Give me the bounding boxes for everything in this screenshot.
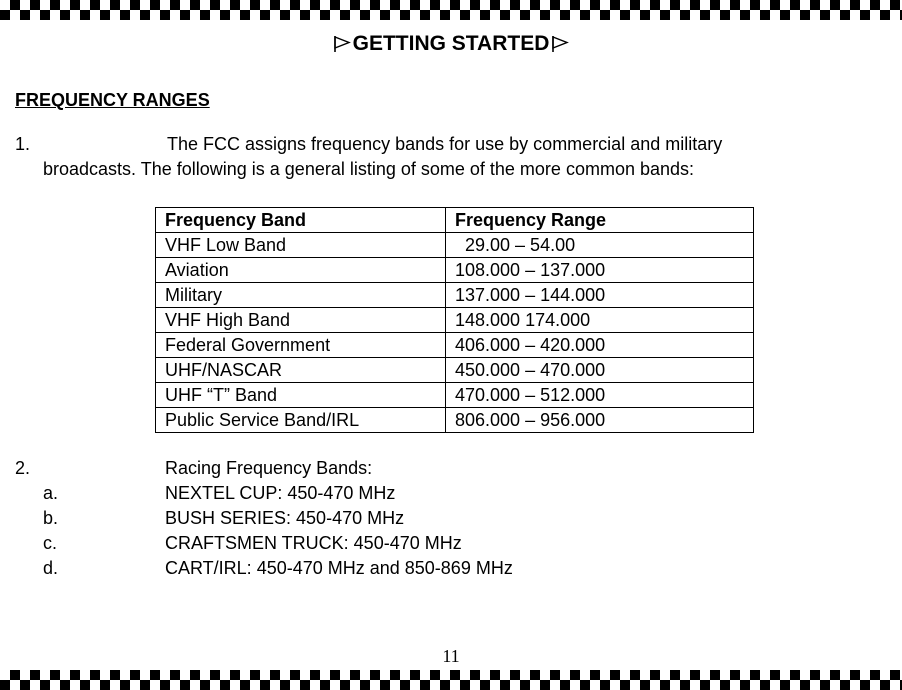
- list-item-text: NEXTEL CUP: 450-470 MHz: [165, 483, 396, 503]
- frequency-bands-table: [155, 207, 754, 433]
- list-item-text: CART/IRL: 450-470 MHz and 850-869 MHz: [165, 558, 513, 578]
- band-range-cell: 450.000 – 470.000: [446, 358, 754, 383]
- list-item-label: b.: [43, 508, 59, 528]
- list-item-label: a.: [43, 483, 59, 503]
- item-1-text-line-1: The FCC assigns frequency bands for use by commercial and military: [167, 134, 723, 154]
- checkered-border-bottom: [0, 670, 902, 690]
- table-row: [156, 233, 754, 258]
- table-row: [156, 258, 754, 283]
- list-item-text: CRAFTSMEN TRUCK: 450-470 MHz: [165, 533, 462, 553]
- list-item-label: d.: [43, 558, 59, 578]
- table-row: [156, 308, 754, 333]
- band-range-cell: 137.000 – 144.000: [446, 283, 754, 308]
- list-item-text: BUSH SERIES: 450-470 MHz: [165, 508, 405, 528]
- band-name-cell: Military: [156, 283, 446, 308]
- table-row: [156, 358, 754, 383]
- flag-icon-right: [551, 35, 569, 53]
- band-range-cell: 806.000 – 956.000: [446, 408, 754, 433]
- band-range-cell: 406.000 – 420.000: [446, 333, 754, 358]
- band-name-cell: Public Service Band/IRL: [156, 408, 446, 433]
- band-range-cell: 470.000 – 512.000: [446, 383, 754, 408]
- band-range-cell: 108.000 – 137.000: [446, 258, 754, 283]
- flag-icon-left: [333, 35, 351, 53]
- list-item-label: c.: [43, 533, 58, 553]
- table-row: [156, 408, 754, 433]
- table-header-row: [156, 208, 754, 233]
- section-heading: FREQUENCY RANGES: [15, 90, 210, 110]
- item-1-text-line-2: broadcasts. The following is a general listing of some of the more common bands:: [43, 159, 695, 179]
- band-name-cell: VHF High Band: [156, 308, 446, 333]
- page-number: 11: [442, 646, 460, 666]
- band-name-cell: VHF Low Band: [156, 233, 446, 258]
- page-title: [0, 30, 902, 58]
- table-row: [156, 333, 754, 358]
- band-name-cell: Aviation: [156, 258, 446, 283]
- band-range-cell: 148.000 174.000: [446, 308, 754, 333]
- page-title-text: GETTING STARTED: [352, 32, 550, 55]
- band-name-cell: UHF “T” Band: [156, 383, 446, 408]
- band-name-cell: Federal Government: [156, 333, 446, 358]
- band-range-cell: 29.00 – 54.00: [446, 233, 754, 258]
- table-row: [156, 283, 754, 308]
- item-2-number: 2.: [15, 458, 31, 478]
- table-row: [156, 383, 754, 408]
- column-header-frequency-band: Frequency Band: [156, 208, 446, 233]
- checkered-border-top: [0, 0, 902, 20]
- column-header-frequency-range: Frequency Range: [446, 208, 754, 233]
- item-1-number: 1.: [15, 134, 31, 154]
- item-2-heading: Racing Frequency Bands:: [165, 458, 373, 478]
- band-name-cell: UHF/NASCAR: [156, 358, 446, 383]
